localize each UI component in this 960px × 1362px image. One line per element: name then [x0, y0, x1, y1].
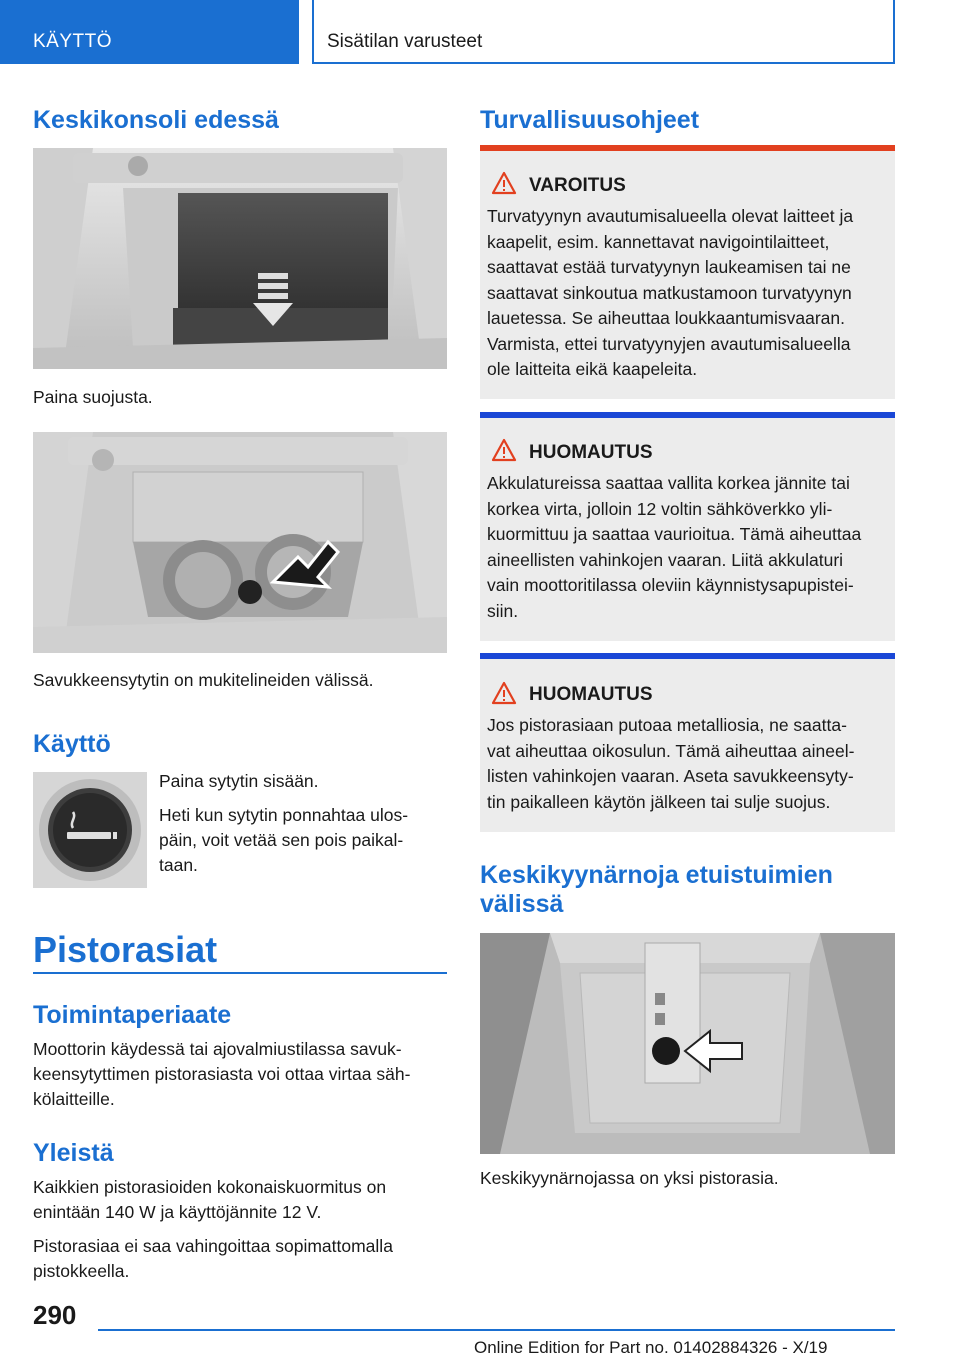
lighter-button-photo — [33, 772, 147, 888]
page-number: 290 — [33, 1300, 77, 1330]
heading-general: Yleistä — [33, 1139, 114, 1167]
heading-principle: Toimintaperiaate — [33, 1001, 232, 1029]
warning-bar — [480, 145, 895, 151]
notice-text: Akkulatureissa saattaa vallita korkea jännite tai korkea virta, jolloin 12 voltin sähköverkko yli- kuormittuu ja saattaa vaurioitua. Tämä aiheuttaa aineellisten vahinkojen vaaran. Liitä akkulaturi vain moottoritilassa oleviin käynnistysapupistei- siin. — [487, 473, 862, 621]
principle-line2: keensytyttimen pistorasiasta voi ottaa virtaa säh- — [33, 1064, 411, 1084]
use-step-pull-line1: Heti kun sytytin ponnahtaa ulos- — [159, 805, 409, 825]
notice-bar — [480, 412, 895, 418]
principle-line1: Moottorin käydessä tai ajovalmiustilassa savuk- — [33, 1039, 402, 1059]
notice-text: Jos pistorasiaan putoaa metalliosia, ne saatta- vat aiheuttaa oikosulun. Tämä aiheuttaa aineel- listen vahinkojen vaaran. Aseta savukkeensyty- tin paikalleen käytön jälkeen tai sulje suojus. — [487, 715, 855, 812]
general-line1: Kaikkien pistorasioiden kokonaiskuormitus on — [33, 1177, 387, 1197]
use-step-pull-line2: päin, voit vetää sen pois paikal- — [159, 830, 404, 850]
warning-triangle-icon — [491, 681, 517, 705]
heading-front-console: Keskikonsoli edessä — [33, 106, 279, 134]
console-open-illustration — [33, 432, 447, 653]
chapter-title: Sisätilan varusteet — [327, 31, 483, 52]
notice-box-charger — [480, 412, 895, 641]
caption-armrest-socket: Keskikyynärnojassa on yksi pistorasia. — [480, 1168, 779, 1188]
notice-box-metal — [480, 653, 895, 832]
general-line2: enintään 140 W ja käyttöjännite 12 V. — [33, 1202, 322, 1222]
console-closed-illustration — [33, 148, 447, 369]
general-line4: pistokkeella. — [33, 1261, 130, 1281]
notice-title: HUOMAUTUS — [529, 442, 653, 463]
section-label: KÄYTTÖ — [33, 31, 113, 52]
heading-safety: Turvallisuusohjeet — [480, 106, 700, 134]
header-divider-right — [893, 0, 895, 64]
armrest-illustration — [480, 933, 895, 1154]
heading-operation: Käyttö — [33, 730, 111, 758]
console-photo-open — [33, 432, 447, 653]
header-divider — [312, 0, 314, 64]
warning-title: VAROITUS — [529, 175, 626, 196]
warning-triangle-icon — [491, 438, 517, 462]
heading-armrest-line1: Keskikyynärnoja etuistuimien — [480, 861, 833, 889]
principle-line3: kölaitteille. — [33, 1089, 115, 1109]
sockets-rule — [33, 972, 447, 974]
heading-armrest-line2: välissä — [480, 890, 564, 918]
use-step-press: Paina sytytin sisään. — [159, 771, 319, 791]
caption-press-cover: Paina suojusta. — [33, 387, 153, 407]
notice-title: HUOMAUTUS — [529, 684, 653, 705]
footer-rule — [98, 1329, 895, 1331]
header-rule — [312, 62, 895, 64]
use-step-pull-line3: taan. — [159, 855, 198, 875]
warning-box — [480, 145, 895, 399]
general-line3: Pistorasiaa ei saa vahingoittaa sopimattomalla — [33, 1236, 393, 1256]
warning-triangle-icon — [491, 171, 517, 195]
section-tab — [0, 0, 299, 64]
heading-sockets: Pistorasiat — [33, 929, 218, 970]
armrest-photo — [480, 933, 895, 1154]
notice-bar — [480, 653, 895, 659]
console-photo-closed — [33, 148, 447, 369]
cigarette-lighter-icon — [33, 772, 147, 888]
warning-text: Turvatyynyn avautumisalueella olevat laitteet ja kaapelit, esim. kannettavat navigointilaitteet, saattavat estää turvatyynyn laukeamisen tai ne saattavat sinkoutua matkustamoon turvatyynyn lauetessa. Se aiheuttaa loukkaantumisvaaran. Varmista, ettei turvatyynyjen avautumisalueella ole laitteita eikä kaapeleita. — [487, 206, 854, 379]
caption-lighter-location: Savukkeensytytin on mukitelineiden välissä. — [33, 670, 374, 690]
edition-footer: Online Edition for Part no. 01402884326 - X/19 — [474, 1338, 828, 1357]
